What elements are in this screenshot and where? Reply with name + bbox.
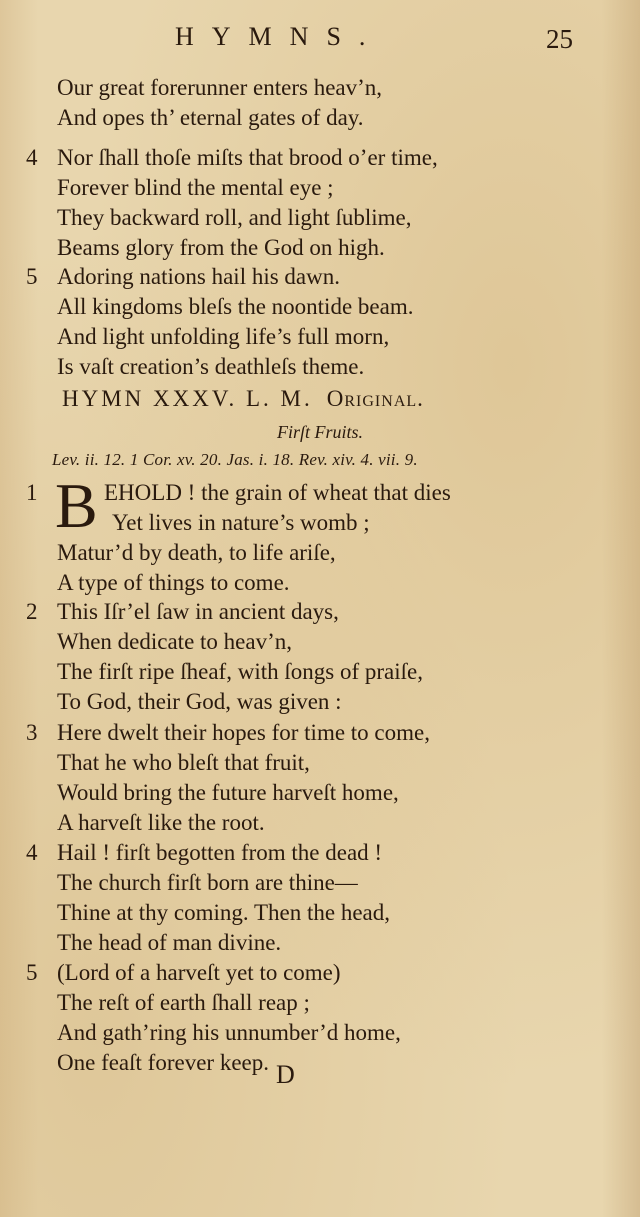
hymn-tag: Original. [326, 386, 424, 411]
verse-line: (Lord of a harveſt yet to come) [57, 960, 341, 985]
verse-line: That he who bleſt that fruit, [57, 750, 310, 775]
verse-line: And light unfolding life’s full morn, [57, 324, 390, 349]
verse-line: Our great forerunner enters heav’n, [57, 75, 383, 100]
verse-line: Matur’d by death, to life ariſe, [57, 540, 336, 565]
verse-line: And opes th’ eternal gates of day. [57, 105, 364, 130]
scripture-references: Lev. ii. 12. 1 Cor. xv. 20. Jas. i. 18. Rev. xiv. 4. vii. 9. [52, 450, 418, 469]
verse-line: Would bring the future harveſt home, [57, 780, 399, 805]
stanza-number: 2 [26, 599, 38, 624]
stanza-number: 3 [26, 720, 38, 745]
verse-line: A type of things to come. [57, 570, 290, 595]
verse-line: The reſt of earth ſhall reap ; [57, 990, 310, 1015]
verse-line: The firſt ripe ſheaf, with ſongs of praiſe, [57, 659, 423, 684]
verse-line: Nor ſhall thoſe miſts that brood o’er time, [57, 145, 438, 170]
verse-line: The head of man divine. [57, 930, 282, 955]
verse-line: One feaſt forever keep. [57, 1050, 269, 1075]
stanza-number: 5 [26, 264, 38, 289]
page-header [0, 22, 640, 58]
stanza-number: 5 [26, 960, 38, 985]
stanza-number: 4 [26, 145, 38, 170]
verse-line: Adoring nations hail his dawn. [57, 264, 340, 289]
verse-line: And gath’ring his unnumber’d home, [57, 1020, 401, 1045]
stanza-number: 1 [26, 480, 38, 505]
verse-line: To God, their God, was given : [57, 689, 342, 714]
verse-line: All kingdoms bleſs the noontide beam. [57, 294, 414, 319]
verse-line: They backward roll, and light ſublime, [57, 205, 412, 230]
verse-line: A harveſt like the root. [57, 810, 265, 835]
hymn-subtitle: Firſt Fruits. [276, 422, 363, 442]
hymn-title [62, 386, 424, 412]
verse-line: Is vaſt creation’s deathleſs theme. [57, 354, 365, 379]
verse-line: Forever blind the mental eye ; [57, 175, 334, 200]
signature-mark: D [276, 1060, 295, 1089]
verse-line: EHOLD ! the grain of wheat that dies [104, 480, 451, 505]
hymn-title-text: HYMN XXXV. L. M. [62, 386, 313, 411]
verse-line: The church firſt born are thine— [57, 870, 358, 895]
verse-line: Beams glory from the God on high. [57, 235, 385, 260]
verse-line: Hail ! firſt begotten from the dead ! [57, 840, 383, 865]
drop-cap: B [55, 470, 98, 541]
running-head: HYMNS. [175, 22, 384, 51]
verse-line: Yet lives in nature’s womb ; [112, 510, 370, 535]
verse-line: Here dwelt their hopes for time to come, [57, 720, 430, 745]
verse-line: When dedicate to heav’n, [57, 629, 292, 654]
stanza-number: 4 [26, 840, 38, 865]
verse-line: This Iſr’el ſaw in ancient days, [57, 599, 339, 624]
page-number: 25 [546, 24, 573, 54]
verse-line: Thine at thy coming. Then the head, [57, 900, 390, 925]
